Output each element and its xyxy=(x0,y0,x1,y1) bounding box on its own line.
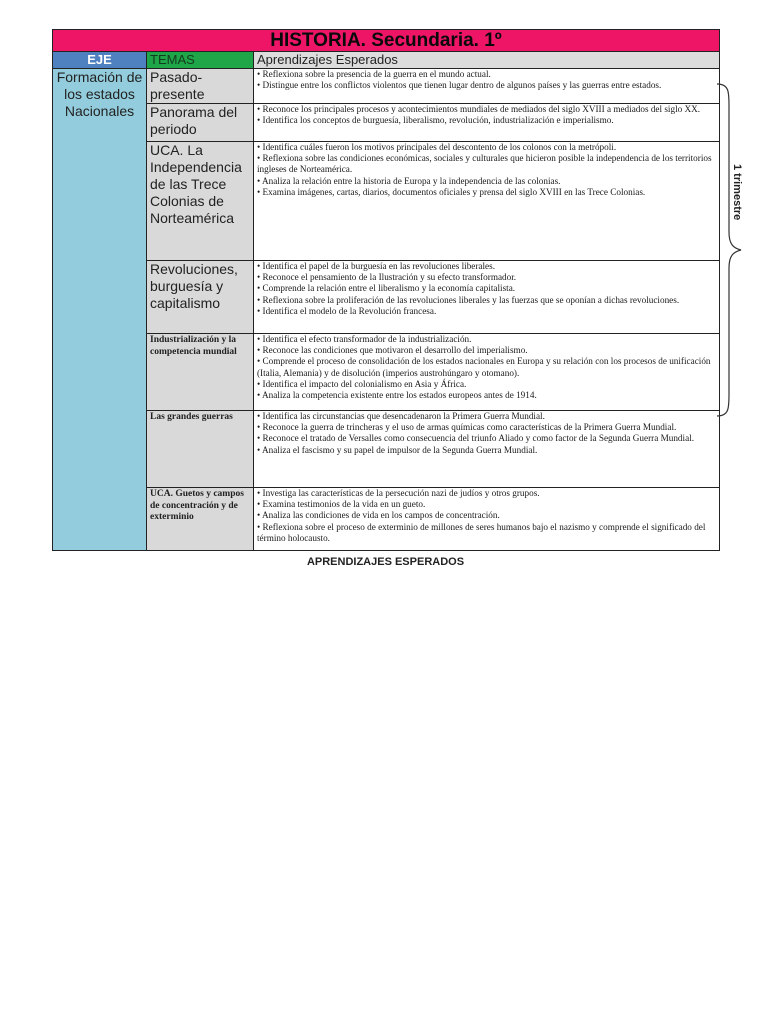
list-item: • Reconoce el tratado de Versalles como consecuencia del triunfo Aliado y como factor de la Segunda Guerra Mundial. xyxy=(257,433,695,444)
list-item: • Analiza las condiciones de vida en los campos de concentración. xyxy=(257,510,500,521)
list-item: • Identifica los conceptos de burguesía, liberalismo, revolución, industrialización e imperialismo. xyxy=(257,115,614,126)
list-item: • Examina imágenes, cartas, diarios, documentos oficiales y prensa del siglo XVIII en las Trece Colonias. xyxy=(257,186,646,197)
list-item: • Reconoce la guerra de trincheras y el uso de armas químicas como características de la Primera Guerra Mundial. xyxy=(257,422,677,433)
table-row xyxy=(53,488,720,551)
aprendizajes-cell xyxy=(254,104,720,142)
list-item: • Identifica cuáles fueron los motivos principales del descontento de los colonos con la metrópoli. xyxy=(257,142,617,152)
table-row xyxy=(53,69,720,104)
trimester-label-box xyxy=(731,164,751,236)
list-item: • Investiga las características de la persecución nazi de judíos y otros grupos. xyxy=(257,488,540,498)
aprendizajes-cell xyxy=(254,142,720,261)
curriculum-table xyxy=(52,29,720,551)
table-row xyxy=(53,334,720,411)
header-temas: TEMAS xyxy=(147,52,254,69)
list-item: • Identifica el modelo de la Revolución francesa. xyxy=(257,305,437,316)
list-item: • Reflexiona sobre la proliferación de las revoluciones liberales y las fuerzas que se oponían a dichas revoluciones. xyxy=(257,294,680,305)
list-item: • Identifica el efecto transformador de la industrialización. xyxy=(257,334,472,344)
list-item: • Identifica el papel de la burguesía en las revoluciones liberales. xyxy=(257,261,495,271)
tema-cell: Revoluciones, burguesía y capitalismo xyxy=(147,261,254,334)
footer-caption: APRENDIZAJES ESPERADOS xyxy=(306,556,465,568)
aprendizajes-cell xyxy=(254,334,720,411)
list-item: • Examina testimonios de la vida en un gueto. xyxy=(257,499,426,510)
aprendizajes-cell xyxy=(254,69,720,104)
aprendizajes-cell xyxy=(254,411,720,488)
aprendizajes-cell xyxy=(254,261,720,334)
list-item: • Comprende el proceso de consolidación de los estados nacionales en Europa y su relación con los procesos de unificación (Italia, Alemania) y de disolución (imperios austrohúngaro y otomano). xyxy=(257,356,711,378)
list-item: • Identifica el impacto del colonialismo en Asia y África. xyxy=(257,378,467,389)
table-row xyxy=(53,142,720,261)
list-item: • Reconoce los principales procesos y acontecimientos mundiales de mediados del siglo XVIII a mediados del siglo XX. xyxy=(257,104,701,114)
curriculum-sheet xyxy=(52,29,719,568)
table-row xyxy=(53,411,720,488)
table-title: HISTORIA. Secundaria. 1º xyxy=(53,30,720,52)
curly-brace-icon xyxy=(715,82,745,418)
list-item: • Distingue entre los conflictos violentos que tienen lugar dentro de algunos países y las guerras entre estados. xyxy=(257,80,662,91)
header-aprendizajes: Aprendizajes Esperados xyxy=(254,52,720,69)
list-item: • Reflexiona sobre las condiciones económicas, sociales y culturales que hicieron posible la independencia de los territorios ingleses de Norteamérica. xyxy=(257,153,712,175)
list-item: • Reconoce las condiciones que motivaron el desarrollo del imperialismo. xyxy=(257,345,528,356)
title-row xyxy=(53,30,720,52)
tema-cell: UCA. La Independencia de las Trece Colonias de Norteamérica xyxy=(147,142,254,261)
table-row xyxy=(53,261,720,334)
list-item: • Reflexiona sobre el proceso de exterminio de millones de seres humanos bajo el nazismo y comprende el significado del término holocausto. xyxy=(257,521,706,543)
list-item: • Reflexiona sobre la presencia de la guerra en el mundo actual. xyxy=(257,69,491,79)
trimester-label: 1 trimestre xyxy=(731,164,743,221)
list-item: • Comprende la relación entre el liberalismo y la economía capitalista. xyxy=(257,283,516,294)
list-item: • Analiza la relación entre la historia de Europa y la independencia de las colonias. xyxy=(257,175,561,186)
list-item: • Identifica las circunstancias que desencadenaron la Primera Guerra Mundial. xyxy=(257,411,545,421)
header-row xyxy=(53,52,720,69)
eje-cell: Formación de los estados Nacionales xyxy=(53,69,147,551)
tema-cell: Las grandes guerras xyxy=(147,411,254,488)
tema-cell: Panorama del periodo xyxy=(147,104,254,142)
table-row xyxy=(53,104,720,142)
tema-cell: Industrialización y la competencia mundial xyxy=(147,334,254,411)
tema-cell: Pasado-presente xyxy=(147,69,254,104)
aprendizajes-cell xyxy=(254,488,720,551)
list-item: • Analiza la competencia existente entre los estados europeos antes de 1914. xyxy=(257,390,537,401)
list-item: • Reconoce el pensamiento de la Ilustración y su efecto transformador. xyxy=(257,272,517,283)
header-eje: EJE xyxy=(53,52,147,69)
list-item: • Analiza el fascismo y su papel de impulsor de la Segunda Guerra Mundial. xyxy=(257,444,538,455)
tema-cell: UCA. Guetos y campos de concentración y de exterminio xyxy=(147,488,254,551)
